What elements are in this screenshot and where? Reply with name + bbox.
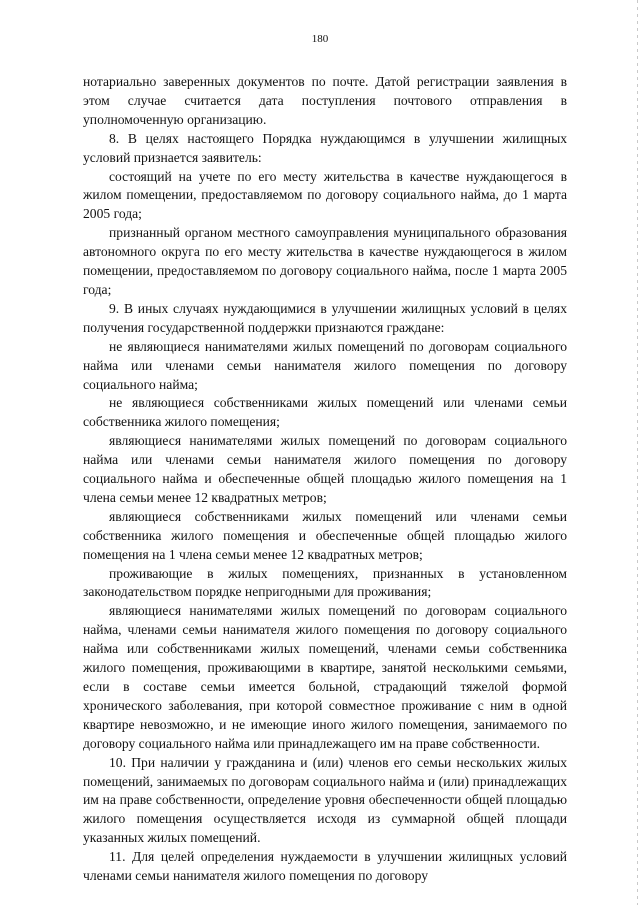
paragraph-item-10: 10. При наличии у гражданина и (или) членов его семьи нескольких жилых помещений, занимаемых по договорам социального найма и (или) принадлежащих им на праве собственности, определение уровня обеспеченности общей площадью жилого помещения осуществляется исходя из суммарной общей площади указанных жилых помещений.	[83, 754, 567, 846]
scan-edge-marks	[637, 0, 638, 905]
document-body	[83, 73, 567, 886]
paragraph-condition-not-owners: не являющиеся собственниками жилых помещений или членами семьи собственника жилого помещения;	[83, 395, 567, 430]
paragraph-item-9: 9. В иных случаях нуждающимися в улучшении жилищных условий в целях получения государственной поддержки признаются граждане:	[83, 300, 567, 335]
paragraph-condition-owners-under-12: являющиеся собственниками жилых помещений или членами семьи собственника жилого помещения и обеспеченные общей площадью жилого помещения на 1 члена семьи менее 12 квадратных метров;	[83, 508, 567, 562]
paragraph-continuation: нотариально заверенных документов по почте. Датой регистрации заявления в этом случае считается дата поступления почтового отправления в уполномоченную организацию.	[83, 74, 567, 127]
paragraph-condition-registered: состоящий на учете по его месту жительства в качестве нуждающегося в жилом помещении, предоставляемом по договору социального найма, до 1 марта 2005 года;	[83, 168, 567, 222]
paragraph-condition-unfit-housing: проживающие в жилых помещениях, признанных в установленном законодательством порядке непригодными для проживания;	[83, 565, 567, 600]
paragraph-condition-shared-apartment: являющиеся нанимателями жилых помещений по договорам социального найма, членами семьи нанимателя жилого помещения по договору социального найма или собственниками жилых помещений, членами семьи собственника жилого помещения, проживающими в квартире, занятой несколькими семьями, если в составе семьи имеется больной, страдающий тяжелой формой хронического заболевания, при которой совместное проживание с ним в одной квартире невозможно, и не имеющие иного жилого помещения, занимаемого по договору социального найма или принадлежащего им на праве собственности.	[83, 603, 567, 751]
paragraph-item-8: 8. В целях настоящего Порядка нуждающимся в улучшении жилищных условий признается заявитель:	[83, 130, 567, 165]
paragraph-item-11: 11. Для целей определения нуждаемости в улучшении жилищных условий членами семьи нанимателя жилого помещения по договору	[83, 849, 567, 884]
paragraph-condition-tenants-under-12: являющиеся нанимателями жилых помещений по договорам социального найма или членами семьи нанимателя жилого помещения по договору социального найма и обеспеченные общей площадью жилого помещения на 1 члена семьи менее 12 квадратных метров;	[83, 433, 567, 505]
paragraph-condition-not-tenants: не являющиеся нанимателями жилых помещений по договорам социального найма или членами семьи нанимателя жилого помещения по договору социального найма;	[83, 338, 567, 392]
page-number: 180	[311, 33, 329, 45]
paragraph-condition-recognized: признанный органом местного самоуправления муниципального образования автономного округа по его месту жительства в качестве нуждающегося в жилом помещении, предоставляемом по договору социального найма, после 1 марта 2005 года;	[83, 225, 567, 297]
